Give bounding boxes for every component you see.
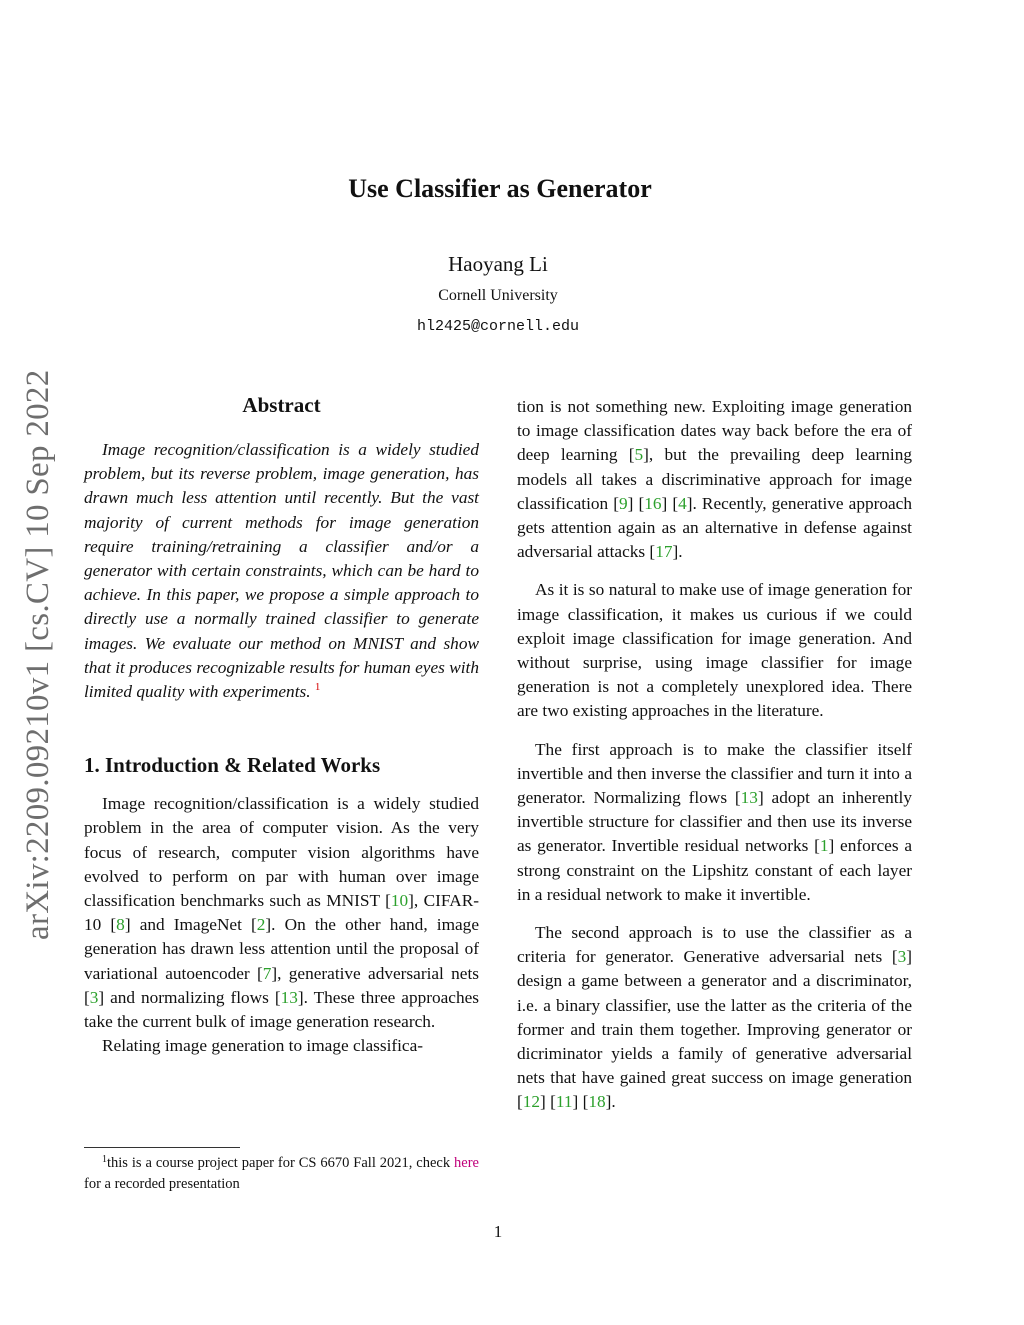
arxiv-identifier-stamp: arXiv:2209.09210v1 [cs.CV] 10 Sep 2022 [20,369,56,940]
citation-link[interactable]: 18 [588,1092,606,1112]
citation-link[interactable]: 13 [740,788,758,808]
text-run: ], generative adversarial nets [ [84,963,479,1007]
text-run: ]. Recently, generative approach gets attention again as an alternative in defense against adversarial attacks [ [517,493,912,562]
citation-link[interactable]: 10 [390,891,409,911]
abstract-body-text: Image recognition/classification is a widely studied problem, but its reverse problem, image generation, has drawn much less attention until recently. But the vast majority of current methods for image generation require training/retraining a classifier and/or a generator with certain constraints, which can be hard to achieve. In this paper, we propose a simple approach to directly use a normally trained classifier to generate images. We evaluate our method on MNIST and show that it produces recognizable results for human eyes with limited quality with experiments. [84,440,479,702]
text-run: ] design a game between a generator and a discriminator, i.e. a binary classifier, use the latter as the criteria of the former and train them together. Improving generator or dicriminator yields a family of generative adversarial nets that have gained great success on image generation [ [517,947,912,1112]
citation-link[interactable]: 16 [644,493,662,513]
text-run: ], CIFAR-10 [ [84,891,479,935]
text-run: The second approach is to use the classifier as a criteria for generator. Generative adversarial nets [ [517,923,912,967]
abstract-text [84,438,479,704]
citation-link[interactable]: 3 [89,987,99,1007]
text-run: ] [ [627,493,645,513]
citation-link[interactable]: 17 [655,542,673,562]
text-run: Image recognition/classification is a widely studied problem in the area of computer vision. As the very focus of research, computer vision algorithms have evolved to perform on par with human over image classification benchmarks such as MNIST [ [84,794,479,911]
text-run: ] adopt an inherently invertible structure for classifier and then use its inverse as generator. Invertible residual networks [ [517,788,912,856]
left-column [84,392,479,1058]
citation-link[interactable]: 11 [555,1092,573,1112]
citation-link[interactable]: 4 [678,493,687,513]
footnote-text: this is a course project paper for CS 6670 Fall 2021, check [107,1155,455,1171]
paper-title: Use Classifier as Generator [348,174,652,203]
page-number: 1 [493,1222,503,1241]
citation-link[interactable]: 9 [619,493,628,513]
citation-link[interactable]: 2 [256,915,266,935]
intro-paragraph-1 [84,792,479,1034]
text-run: ]. [605,1092,616,1112]
right-paragraph-1 [517,395,912,564]
text-run: ] [ [572,1092,589,1112]
right-paragraph-2: As it is so natural to make use of image generation for image classification, it makes us curious if we could exploit image classification for image generation. And without surprise, using image classifier for image generation is not a completely unexplored idea. There are two existing approaches in the literature. [517,580,912,721]
text-run: tion is not something new. Exploiting image generation to image classification dates way back before the era of deep learning [ [517,397,912,465]
right-paragraph-4 [517,921,912,1115]
text-run: ] [ [661,493,679,513]
text-run: ] [ [540,1092,556,1112]
author-email[interactable]: hl2425@cornell.edu [416,318,580,335]
citation-link[interactable]: 13 [280,987,298,1007]
citation-link[interactable]: 7 [262,963,272,983]
text-run: ]. These three approaches take the current bulk of image generation research. [84,987,479,1032]
abstract-heading: Abstract [242,393,321,417]
text-run: ] and ImageNet [ [124,915,257,935]
author-affiliation: Cornell University [438,287,558,304]
text-run: ] enforces a strong constraint on the Lipshitz constant of each layer in a residual network to make it invertible. [517,836,912,904]
presentation-link[interactable]: here [454,1155,479,1171]
footnote-marker[interactable]: 1 [314,681,321,694]
text-run: The first approach is to make the classifier itself invertible and then inverse the classifier and turn it into a generator. Normalizing flows [ [517,739,912,808]
section-heading-introduction: 1. Introduction & Related Works [84,753,381,778]
text-run: ]. On the other hand, image generation has drawn less attention until the proposal of variational autoencoder [ [84,915,479,983]
intro-paragraph-2: Relating image generation to image classifica- [102,1036,424,1056]
footnote [84,1153,479,1195]
footnote-divider [84,1147,240,1148]
citation-link[interactable]: 8 [116,915,125,935]
text-run: ]. [672,542,683,562]
citation-link[interactable]: 5 [634,445,644,465]
right-paragraph-3 [517,738,912,907]
footnote-number: 1 [102,1154,107,1165]
text-run: ], but the prevailing deep learning models all takes a discriminative approach for image classification [ [517,445,912,513]
footnote-text: for a recorded presentation [84,1176,240,1192]
text-run: ] and normalizing flows [ [98,987,281,1007]
citation-link[interactable]: 3 [897,947,907,967]
citation-link[interactable]: 12 [522,1092,541,1112]
citation-link[interactable]: 1 [819,836,829,856]
right-column [517,395,912,1129]
author-name: Haoyang Li [448,252,548,276]
